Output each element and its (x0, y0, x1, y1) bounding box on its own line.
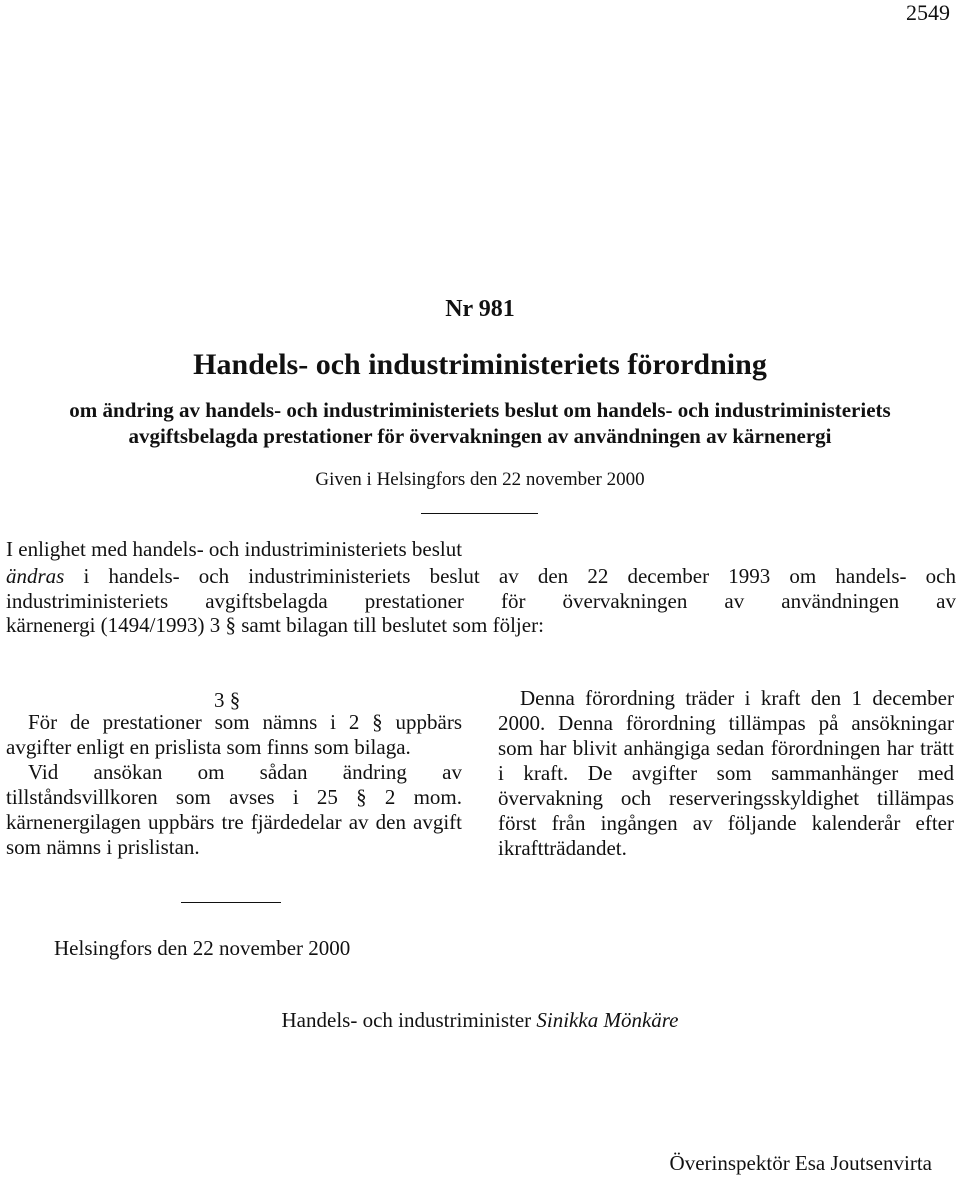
minister-signature (0, 1008, 960, 1033)
section-paragraph-1: För de prestationer som nämns i 2 § uppbärs avgifter enligt en prislista som finns som bilaga. (6, 710, 462, 759)
subtitle-line-1: om ändring av handels- och industriministeriets beslut om handels- och industriministeriets (69, 398, 891, 422)
intro-line-2 (6, 564, 956, 588)
minister-name: Sinikka Mönkäre (536, 1008, 679, 1032)
page-number: 2549 (906, 0, 950, 25)
inspector-signature: Överinspektör Esa Joutsenvirta (669, 1151, 932, 1175)
left-column (6, 710, 462, 860)
intro-line-3: industriministeriets avgiftsbelagda prestationer för övervakningen av användningen av (6, 589, 956, 613)
intro-emphasis: ändras (6, 564, 65, 588)
intro-line-2-rest: i handels- och industriministeriets beslut av den 22 december 1993 om handels- och (64, 564, 956, 588)
section-end-rule (181, 902, 281, 903)
document-number: Nr 981 (445, 296, 515, 322)
given-date-line: Given i Helsingfors den 22 november 2000 (315, 469, 645, 490)
minister-title: Handels- och industriminister (281, 1008, 532, 1032)
intro-line-4: kärnenergi (1494/1993) 3 § samt bilagan till beslutet som följer: (6, 613, 544, 637)
document-title: Handels- och industriministeriets förordning (193, 348, 767, 381)
divider-rule (421, 513, 538, 514)
entry-into-force-paragraph: Denna förordning träder i kraft den 1 december 2000. Denna förordning tillämpas på ansökningar som har blivit anhängiga sedan förordningen har trätt i kraft. De avgifter som sammanhänger med övervakning och reserveringsskyldighet tillämpas först från ingången av följande kalenderår efter ikraftträdandet. (498, 686, 954, 860)
signing-place-date: Helsingfors den 22 november 2000 (54, 936, 351, 960)
right-column (498, 686, 954, 861)
intro-line-1: I enlighet med handels- och industriministeriets beslut (6, 537, 463, 561)
section-heading: 3 § (214, 688, 241, 712)
subtitle-line-2: avgiftsbelagda prestationer för övervakningen av användningen av kärnenergi (128, 424, 832, 448)
section-paragraph-2: Vid ansökan om sådan ändring av tillståndsvillkoren som avses i 25 § 2 mom. kärnenergilagen uppbärs tre fjärdedelar av den avgift som nämns i prislistan. (6, 760, 462, 859)
